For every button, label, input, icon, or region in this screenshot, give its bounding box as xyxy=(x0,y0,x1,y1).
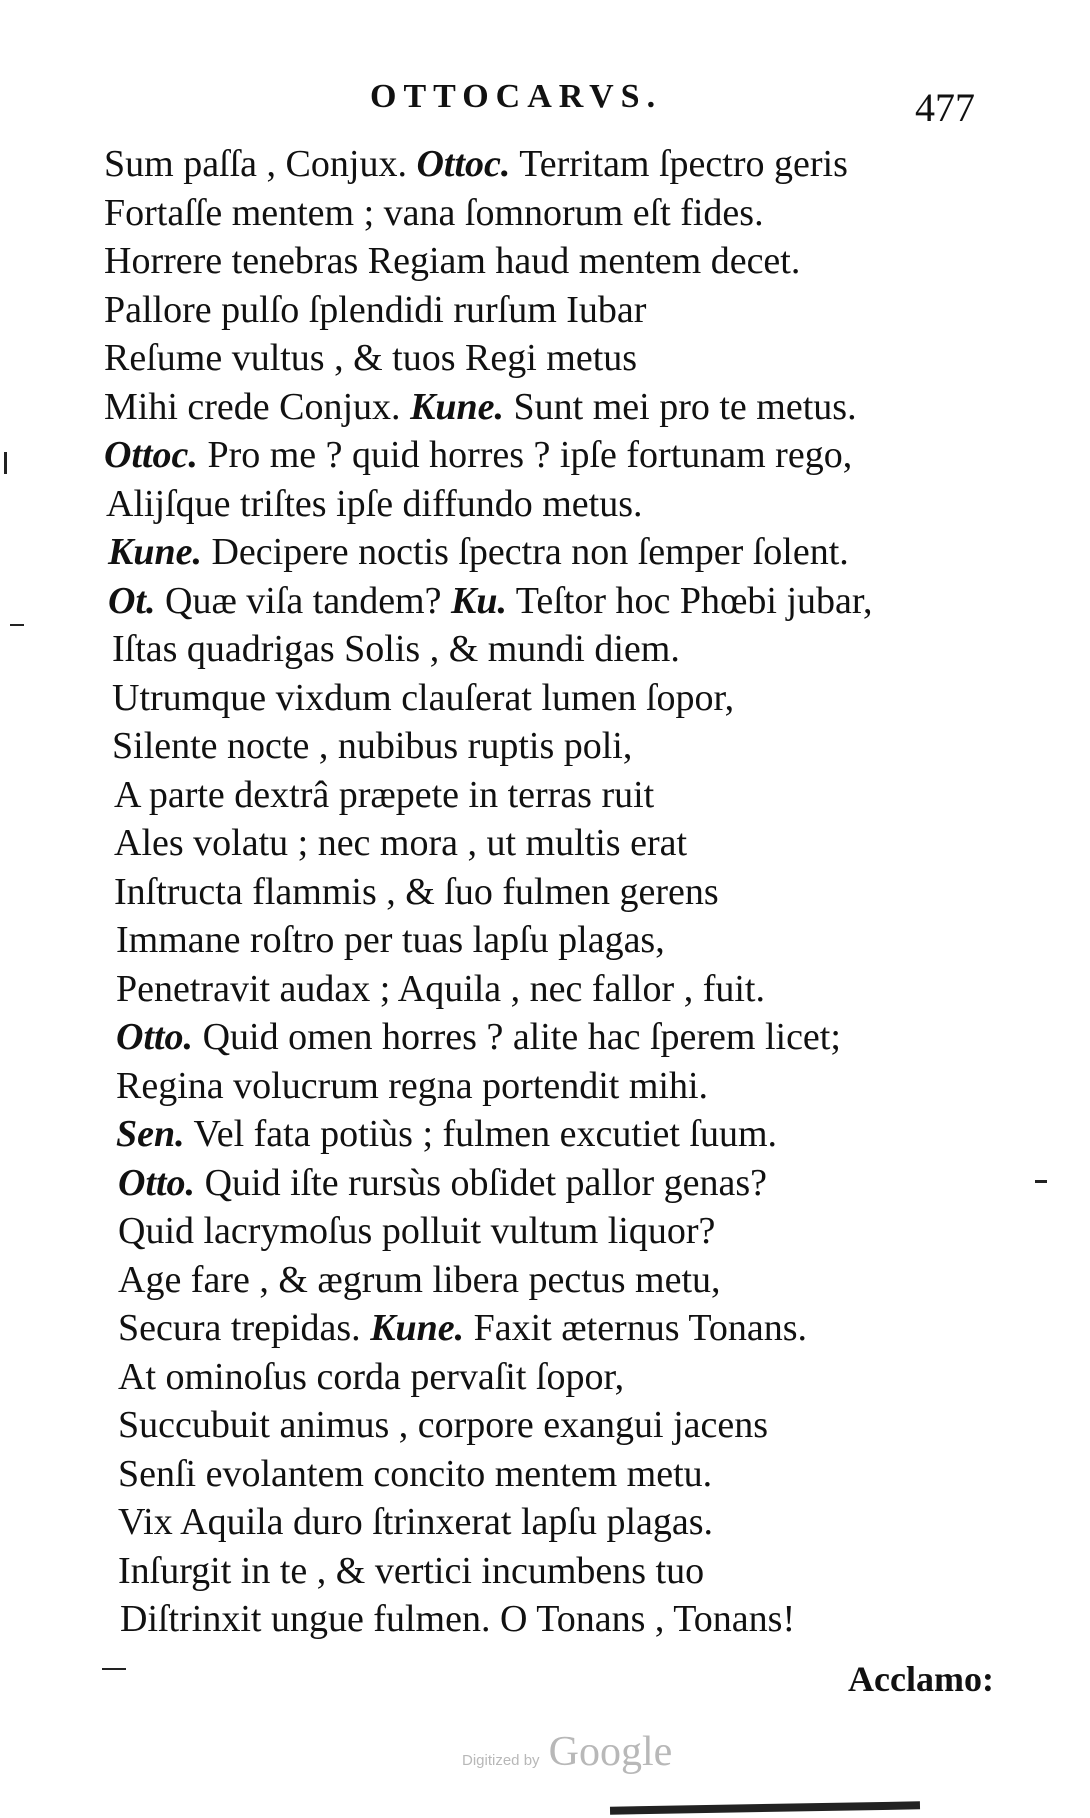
line-text: Senſi evolantem concito mentem metu. xyxy=(118,1452,713,1495)
line-text: Territam ſpectro geris xyxy=(519,143,848,185)
catchword: Acclamo: xyxy=(848,1659,994,1699)
verse-line xyxy=(118,1207,715,1255)
line-text: Secura trepidas. xyxy=(118,1307,361,1349)
verse-line xyxy=(114,819,687,867)
line-text: Horrere tenebras Regiam haud mentem decet. xyxy=(104,240,801,282)
verse-line xyxy=(116,1013,841,1061)
speaker-label: Sen. xyxy=(116,1113,185,1155)
line-text: Diſtrinxit ungue fulmen. O Tonans , Tonans! xyxy=(120,1598,796,1640)
line-text: Immane roſtro per tuas lapſu plagas, xyxy=(116,919,665,961)
watermark-brand: Google xyxy=(548,1729,673,1775)
verse-line xyxy=(116,1110,777,1158)
line-text: Inſtructa flammis , & ſuo fulmen gerens xyxy=(114,870,719,913)
margin-mark xyxy=(10,624,24,626)
verse-line xyxy=(108,528,849,576)
verse-line xyxy=(116,965,765,1013)
speaker-label: Ot. xyxy=(108,579,156,622)
verse-line xyxy=(104,334,637,382)
line-text: Regina volucrum regna portendit mihi. xyxy=(116,1064,709,1107)
verse-line xyxy=(104,431,852,479)
line-text: Vel fata potiùs ; fulmen excutiet ſuum. xyxy=(193,1113,778,1155)
line-text: Silente nocte , nubibus ruptis poli, xyxy=(112,725,633,767)
line-text: Faxit æternus Tonans. xyxy=(473,1307,808,1349)
digitization-watermark xyxy=(462,1728,672,1776)
line-text: At ominoſus corda pervaſit ſopor, xyxy=(118,1355,625,1398)
verse-line xyxy=(116,1062,708,1110)
verse-line xyxy=(112,674,734,722)
line-text: Teſtor hoc Phœbi jubar, xyxy=(515,579,873,622)
margin-mark xyxy=(102,1668,126,1670)
line-text: Fortaſſe mentem ; vana ſomnorum eſt fides. xyxy=(104,191,764,234)
verse-line xyxy=(108,577,873,625)
line-text: Penetravit audax ; Aquila , nec fallor , fuit. xyxy=(116,967,765,1010)
verse-line xyxy=(120,1595,795,1643)
line-text: Utrumque vixdum clauſerat lumen ſopor, xyxy=(112,676,735,719)
line-text: Vix Aquila duro ſtrinxerat lapſu plagas. xyxy=(118,1501,714,1543)
verse-line xyxy=(104,383,857,431)
page-header xyxy=(0,70,1090,130)
verse-line xyxy=(118,1401,768,1449)
line-text: Succubuit animus , corpore exangui jacens xyxy=(118,1404,769,1446)
speaker-label: Otto. xyxy=(118,1161,196,1204)
verse-line xyxy=(106,480,643,528)
line-text: Pro me ? quid horres ? ipſe fortunam rego, xyxy=(207,434,853,476)
line-text: Quid omen horres ? alite hac ſperem licet; xyxy=(202,1016,841,1058)
speaker-label: Ottoc. xyxy=(104,434,198,476)
line-text: Mihi crede Conjux. xyxy=(104,385,401,428)
line-text: Inſurgit in te , & vertici incumbens tuo xyxy=(118,1549,705,1592)
verse-line xyxy=(118,1304,807,1352)
line-text: Ales volatu ; nec mora , ut multis erat xyxy=(114,822,688,864)
verse-line xyxy=(112,625,680,673)
speaker-label: Otto. xyxy=(116,1016,194,1058)
verse-line xyxy=(118,1498,713,1546)
verse-line xyxy=(104,286,646,334)
verse-line xyxy=(114,868,719,916)
margin-mark xyxy=(1035,1180,1047,1183)
watermark-prefix: Digitized by xyxy=(462,1752,540,1769)
verse-line xyxy=(118,1353,624,1401)
verse-line xyxy=(118,1450,712,1498)
line-text: Sum paſſa , Conjux. xyxy=(104,143,407,185)
verse-line xyxy=(114,771,654,819)
speaker-label: Ku. xyxy=(450,579,507,622)
verse-line xyxy=(118,1256,721,1304)
speaker-label: Kune. xyxy=(410,385,505,428)
line-text: Quæ viſa tandem? xyxy=(165,579,442,622)
line-text: Alijſque triſtes ipſe diffundo metus. xyxy=(106,482,643,525)
verse-line xyxy=(118,1159,767,1207)
verse-line xyxy=(104,237,800,285)
running-title: OTTOCARVS. xyxy=(370,78,663,115)
margin-mark xyxy=(4,452,7,474)
verse-line xyxy=(118,1547,704,1595)
line-text: Age fare , & ægrum libera pectus metu, xyxy=(118,1258,721,1301)
line-text: Reſume vultus , & tuos Regi metus xyxy=(104,337,638,379)
speaker-label: Ottoc. xyxy=(416,143,511,185)
verse-line xyxy=(104,140,848,188)
line-text: Decipere noctis ſpectra non ſemper ſolent. xyxy=(211,531,849,573)
line-text: Quid lacrymoſus polluit vultum liquor? xyxy=(118,1210,716,1252)
line-text: Quid iſte rursùs obſidet pallor genas? xyxy=(204,1161,768,1204)
line-text: A parte dextrâ præpete in terras ruit xyxy=(114,773,655,816)
verse-line xyxy=(116,916,665,964)
line-text: Iſtas quadrigas Solis , & mundi diem. xyxy=(112,628,680,670)
page-edge-shadow xyxy=(610,1801,920,1814)
verse-line xyxy=(112,722,632,770)
verse-line xyxy=(104,189,764,237)
speaker-label: Kune. xyxy=(108,531,202,573)
speaker-label: Kune. xyxy=(370,1307,465,1349)
line-text: Pallore pulſo ſplendidi rurſum Iubar xyxy=(104,288,647,331)
line-text: Sunt mei pro te metus. xyxy=(513,385,857,428)
page-number: 477 xyxy=(915,85,975,130)
